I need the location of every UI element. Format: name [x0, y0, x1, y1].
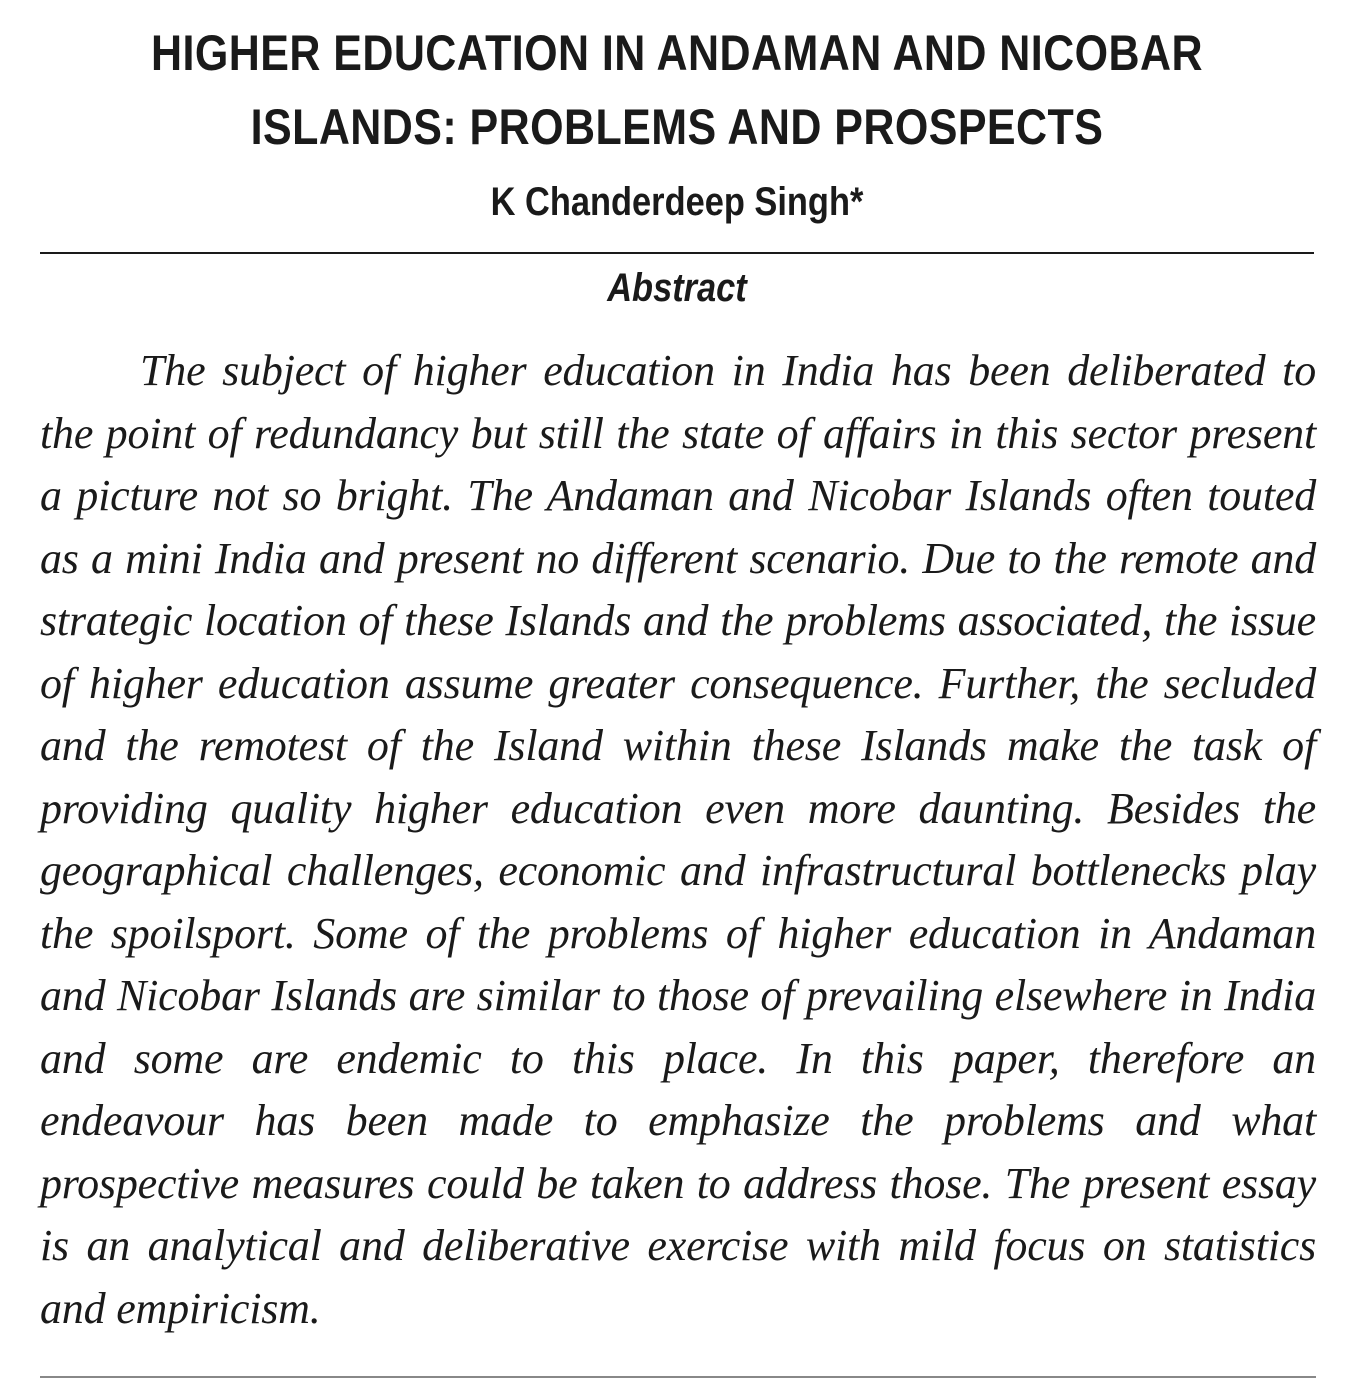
paper-title	[129, 16, 1225, 164]
abstract-heading: Abstract	[607, 266, 747, 310]
paper-title-line-2: ISLANDS: PROBLEMS AND PROSPECTS	[250, 99, 1104, 155]
abstract-text: The subject of higher education in India has been deliberated to the point of redundancy but still the state of affairs in this sector present a picture not so bright. The Andaman and Nicobar Islands often touted as a mini India and present no different scenario. Due to the remote and strategic location of these Islands and the problems associated, the issue of higher education assume greater consequence. Further, the secluded and the remotest of the Island within these Islands make the task of providing quality higher education even more daunting. Besides the geographical challenges, economic and infrastructural bottlenecks play the spoilsport. Some of the problems of higher education in Andaman and Nicobar Islands are similar to those of prevailing elsewhere in India and some are endemic to this place. In this paper, therefore an endeavour has been made to emphasize the problems and what prospective measures could be taken to address those. The present essay is an analytical and deliberative exercise with mild focus on statistics and empiricism.	[40, 346, 1316, 1333]
top-divider	[40, 252, 1314, 254]
paper-title-line-1: HIGHER EDUCATION IN ANDAMAN AND NICOBAR	[151, 25, 1203, 81]
bottom-divider	[40, 1376, 1316, 1378]
author-name: K Chanderdeep Singh*	[490, 180, 864, 224]
